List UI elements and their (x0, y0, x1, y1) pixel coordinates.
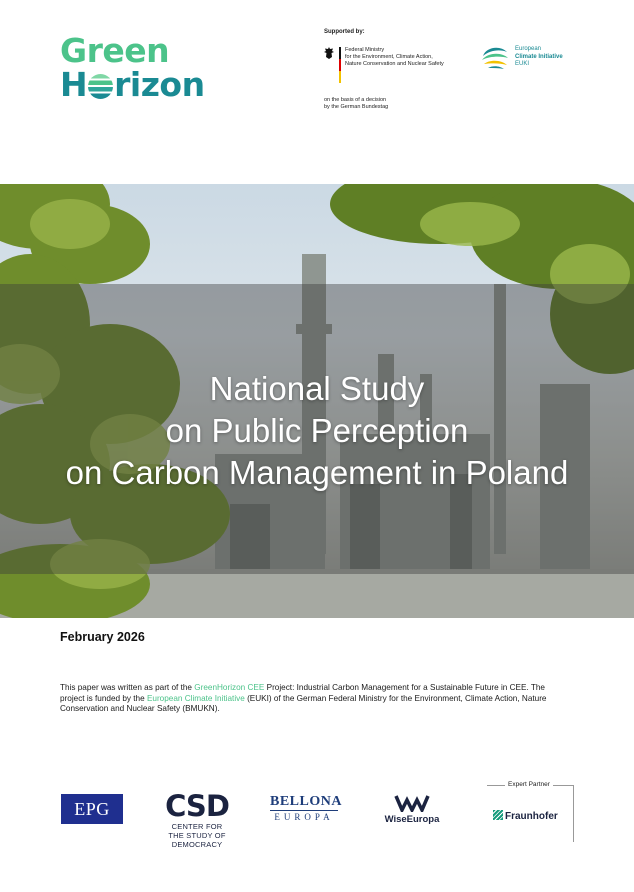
csd-logo (162, 790, 232, 849)
expert-partner-box (487, 781, 574, 842)
logo-word-horizon (60, 65, 210, 104)
euki-logo (480, 44, 580, 74)
basis-line: by the German Bundestag (324, 104, 389, 110)
german-flag-icon (339, 47, 341, 83)
fraunhofer-logo (493, 810, 558, 822)
greenhorizon-cee-link[interactable]: GreenHorizon CEE (194, 683, 265, 692)
csd-line: THE STUDY OF (168, 831, 226, 840)
fraunhofer-word: Fraunhofer (505, 811, 558, 822)
ministry-line: Nature Conservation and Nuclear Safety (345, 61, 444, 67)
euki-line: EUKI (515, 61, 530, 67)
csd-mark: CSD (165, 789, 229, 823)
basis-line: on the basis of a decision (324, 97, 387, 103)
bellona-logo (270, 794, 342, 823)
supported-by-label: Supported by: (324, 29, 365, 35)
csd-line: DEMOCRACY (171, 840, 223, 849)
bellona-word: BELLONA (270, 794, 342, 809)
ministry-line: for the Environment, Climate Action, (345, 54, 433, 60)
intro-paragraph (60, 683, 570, 715)
title-line: on Public Perception (165, 412, 469, 449)
csd-line: CENTER FOR (171, 822, 223, 831)
ministry-name (345, 47, 444, 68)
bundestag-note (324, 97, 388, 111)
epg-logo: EPG (61, 794, 123, 824)
hero-image (0, 184, 634, 618)
euki-swirl-icon (480, 44, 510, 72)
publication-date: February 2026 (60, 630, 145, 644)
ministry-logo (324, 47, 474, 87)
euki-link[interactable]: European Climate Initiative (146, 693, 245, 703)
fraunhofer-icon (493, 810, 503, 820)
intro-text: Project: Industrial Carbon Management for a Sustainable Future in CEE. The project is funded by the (60, 683, 545, 703)
csd-name (162, 822, 232, 849)
ministry-line: Federal Ministry (345, 47, 385, 53)
euki-line: Climate Initiative (515, 53, 563, 60)
logo-letter-h: H (60, 65, 88, 104)
greenhorizon-logo (60, 31, 210, 104)
europa-word: EUROPA (274, 812, 334, 822)
logo-word-green: Green (60, 31, 170, 70)
intro-text: This paper was written as part of the (60, 683, 195, 692)
title-line: National Study (209, 370, 425, 407)
euki-name (515, 46, 563, 69)
wiseeuropa-w-icon (394, 794, 430, 812)
euki-line: European (515, 46, 542, 52)
wiseeuropa-logo (374, 794, 450, 825)
logo-letters-rizon: rizon (114, 65, 205, 104)
title-line: on Carbon Management in Poland (65, 454, 569, 491)
document-title (0, 368, 634, 494)
expert-partner-label: Expert Partner (505, 781, 553, 788)
federal-eagle-icon (324, 47, 334, 59)
wiseeuropa-word: WiseEuropa (384, 814, 440, 825)
intro-text: (EUKI) of the German Federal Ministry for the Environment, Climate Action, Nature Conservation and Nuclear Safety (BMUKN). (60, 693, 547, 713)
sun-icon (88, 74, 113, 99)
